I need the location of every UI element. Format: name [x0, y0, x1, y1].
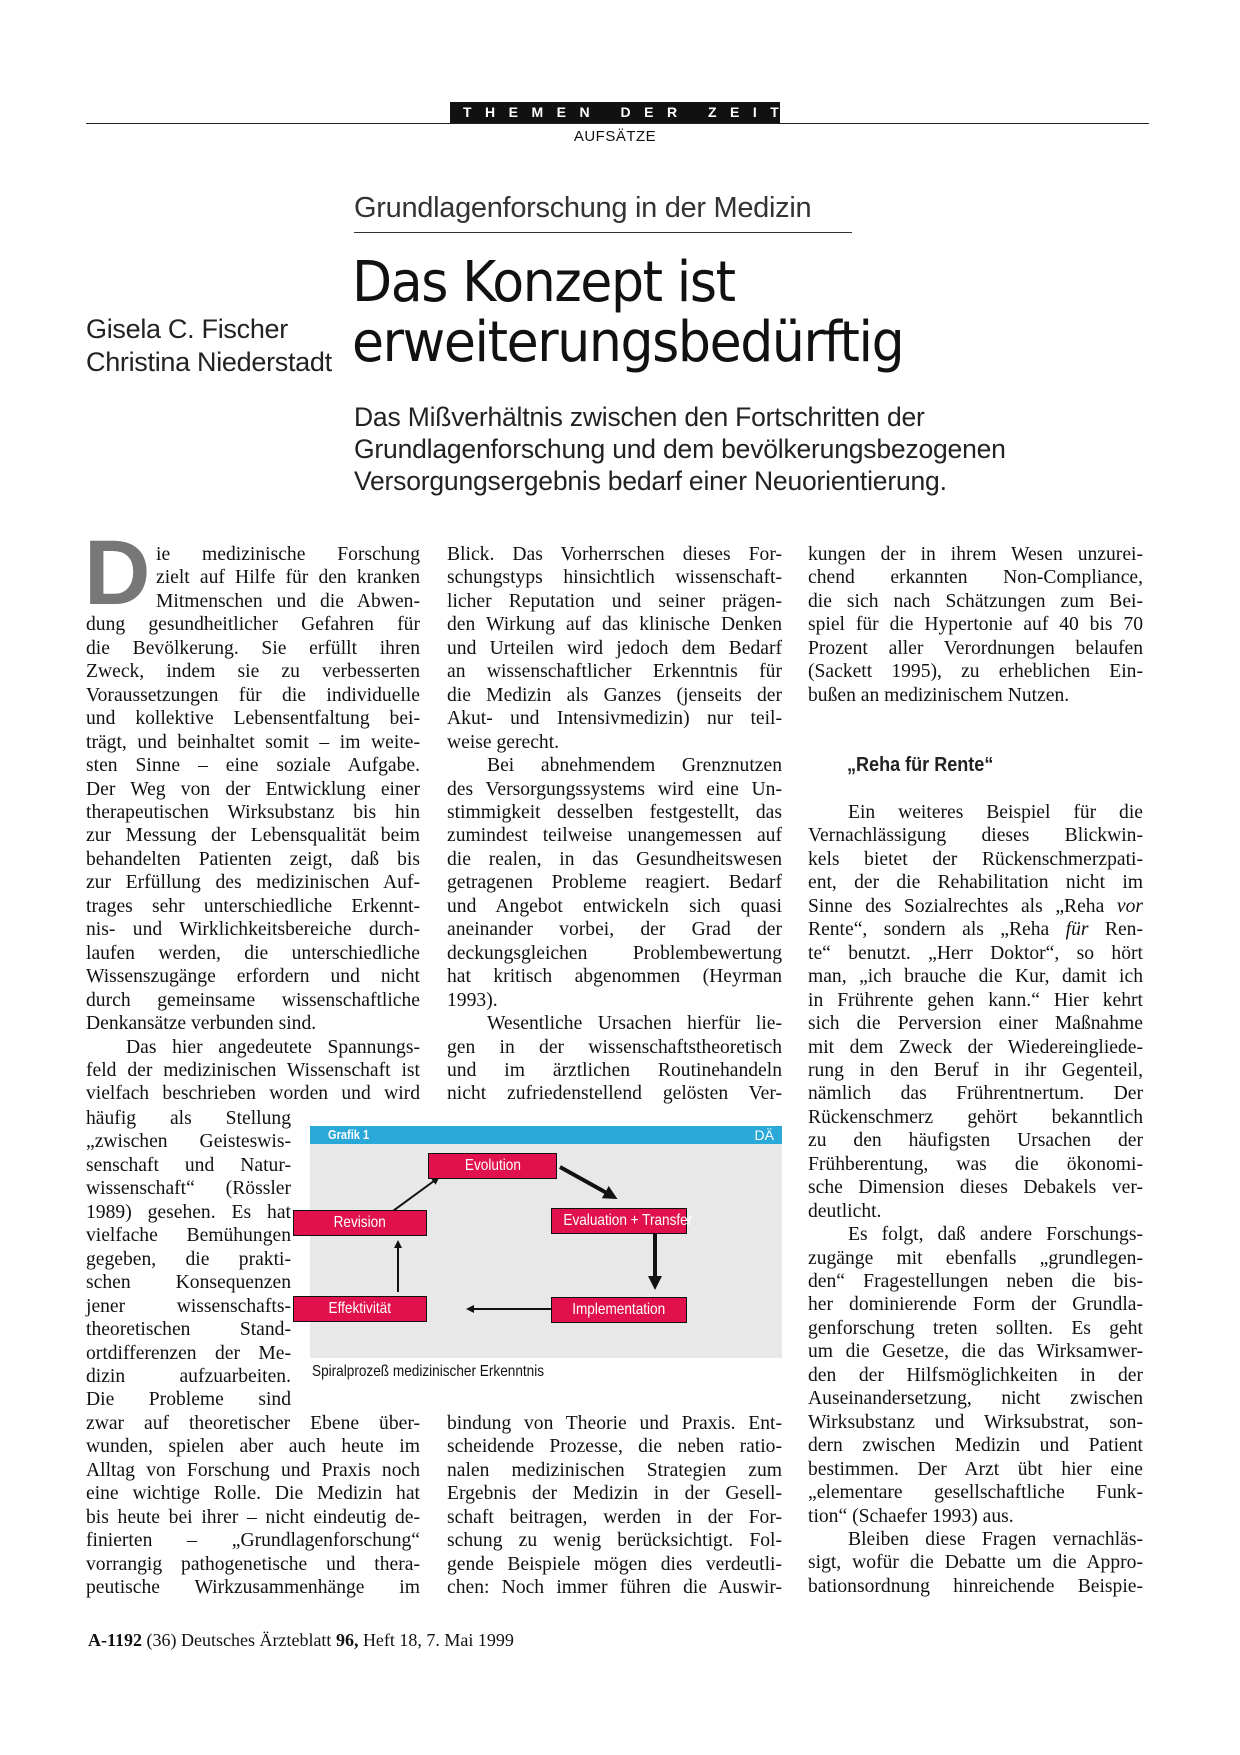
footer-issue: Heft 18, 7. Mai 1999: [358, 1630, 514, 1650]
text-line: ortdifferenzen der Me-: [86, 1342, 291, 1364]
drop-cap: D: [84, 522, 151, 624]
text-line: ie medizinische Forschung: [156, 544, 420, 565]
text-line: spiel für die Hypertonie auf 40 bis 70: [808, 614, 1143, 636]
text-line: Prozent aller Verordnungen belaufen: [808, 637, 1143, 659]
text-line: gende Beispiele mögen dies verdeutli-: [447, 1553, 782, 1575]
text-line: sigt, wofür die Debatte um die Appro-: [808, 1552, 1143, 1574]
text-line: Das hier angedeutete Spannungs-: [126, 1036, 420, 1058]
column-2: [447, 543, 782, 1106]
text-line: Denkansätze verbunden sind.: [86, 1013, 317, 1035]
node-effektivitaet: Effektivität: [293, 1296, 427, 1322]
text-line: an wissenschaftlicher Erkenntnis für: [447, 661, 782, 683]
text-line: Rückenschmerz gehört bekanntlich: [808, 1106, 1143, 1128]
text-line: rung in den Beruf in ihr Gegenteil,: [808, 1059, 1143, 1081]
text-line: jener wissenschafts-: [86, 1295, 291, 1317]
node-revision: Revision: [293, 1210, 427, 1236]
text-line: nalen medizinischen Strategien zum: [447, 1459, 782, 1481]
text-line: Frühberentung, was die ökonomi-: [808, 1153, 1143, 1175]
text-line: die Medizin als Ganzes (jenseits der: [447, 684, 782, 706]
text-run: Rente“, sondern als „Reha: [808, 919, 1066, 941]
column-2-bottom: [447, 1412, 782, 1600]
text-line: Zweck, indem sie zu verbesserten: [86, 661, 420, 683]
section-subtitle: AUFSÄTZE: [573, 128, 657, 145]
text-line: senschaft und Natur-: [86, 1154, 291, 1176]
text-line: zur Messung der Lebensqualität beim: [86, 825, 420, 847]
text-line: Wirksubstanz und Wirksubstrat, son-: [808, 1411, 1143, 1433]
text-line: dung gesundheitlicher Gefahren für: [86, 614, 420, 636]
arrow-evolution-evaluation: [560, 1167, 614, 1197]
text-line: Wissenszugänge erfordern und nicht: [86, 966, 420, 988]
author: Gisela C. Fischer: [86, 314, 288, 344]
text-line: zumindest teilweise unangemessen auf: [447, 825, 782, 847]
text-line: wunden, spielen aber auch heute im: [86, 1436, 420, 1458]
text-line: peutische Wirkzusammenhänge im: [86, 1577, 420, 1599]
article-title: [352, 250, 910, 375]
node-evolution: Evolution: [428, 1153, 557, 1179]
text-line: Es folgt, daß andere Forschungs-: [848, 1224, 1143, 1246]
text-line: Ergebnis der Medizin in der Gesell-: [447, 1483, 782, 1505]
text-line: (Sackett 1995), zu erheblichen Ein-: [808, 661, 1143, 683]
text-line: chen: Noch immer führen die Auswir-: [447, 1577, 782, 1599]
text-line: 1989) gesehen. Es hat: [86, 1201, 291, 1223]
text-line: behandelten Patienten zeigt, daß bis: [86, 848, 420, 870]
text-line: deckungsgleichen Problembewertung: [447, 942, 782, 964]
text-line: Bei abnehmendem Grenznutzen: [487, 755, 782, 777]
text-line: und kollektive Lebensentfaltung bei-: [86, 708, 420, 730]
text-line: te“ benutzt. „Herr Doktor“, so hört: [808, 942, 1143, 964]
text-line: und Angebot entwickeln sich quasi: [447, 895, 782, 917]
column-3: [808, 543, 1143, 1598]
text-run: Ren-: [1088, 919, 1143, 941]
column-1: [86, 543, 420, 1106]
text-line: feld der medizinischen Wissenschaft ist: [86, 1059, 420, 1081]
text-line: bußen an medizinischem Nutzen.: [808, 684, 1070, 706]
text-line: [808, 895, 1143, 918]
text-line: Die Probleme sind: [86, 1389, 291, 1411]
text-line: finierten – „Grundlagenforschung“: [86, 1530, 420, 1552]
text-line: durch gemeinsame wissenschaftliche: [86, 989, 420, 1011]
text-line: nis- und Wirklichkeitsbereiche durch-: [86, 919, 420, 941]
text-line: dern zwischen Medizin und Patient: [808, 1435, 1143, 1457]
title-line: erweiterungsbedürftig: [352, 310, 904, 375]
text-line: schung zu wenig berücksichtigt. Fol-: [447, 1530, 782, 1552]
section-heading: „Reha für Rente“: [847, 753, 994, 776]
text-line: 1993).: [447, 989, 498, 1011]
text-line: hat kritisch abgenommen (Heyrman: [447, 966, 782, 988]
text-line: bestimmen. Der Arzt übt hier eine: [808, 1458, 1143, 1480]
text-line: schaft beitragen, werden in der For-: [447, 1506, 782, 1528]
text-line: „zwischen Geisteswis-: [86, 1131, 291, 1153]
text-line: vorrangig pathogenetische und thera-: [86, 1553, 420, 1575]
authors: [86, 313, 332, 379]
figure-label: Grafik 1: [328, 1127, 370, 1142]
text-line: eine wichtige Rolle. Die Medizin hat: [86, 1483, 420, 1505]
text-line: Akut- und Intensivmedizin) nur teil-: [447, 708, 782, 730]
text-line: aneinander vorbei, der Grad der: [447, 919, 782, 941]
footer-publication: (36) Deutsches Ärzteblatt: [142, 1630, 336, 1650]
text-line: den der Hilfsmöglichkeiten in der: [808, 1364, 1143, 1386]
text-line: Ein weiteres Beispiel für die: [848, 801, 1143, 823]
text-line: laufen werden, die unterschiedliche: [86, 942, 420, 964]
text-line: zu den häufigsten Ursachen der: [808, 1130, 1143, 1152]
text-line: schen Konsequenzen: [86, 1272, 291, 1294]
column-1-narrow: [86, 1107, 291, 1412]
text-line: chend erkannten Non-Compliance,: [808, 567, 1143, 589]
text-line: sten Sinne – eine soziale Aufgabe.: [86, 755, 420, 777]
lede-line: Das Mißverhältnis zwischen den Fortschritten der: [354, 402, 925, 432]
node-evaluation-transfer: Evaluation + Transfer: [551, 1208, 687, 1234]
text-line: „elementare gesellschaftliche Funk-: [808, 1482, 1143, 1504]
text-line: bationsordnung hinreichende Beispie-: [808, 1575, 1143, 1597]
text-line: gen in der wissenschaftstheoretisch: [447, 1036, 782, 1058]
text-line: zugänge mit ebenfalls „grundlegen-: [808, 1247, 1143, 1269]
text-line: und im ärztlichen Routinehandeln: [447, 1059, 782, 1081]
text-line: des Versorgungssystems wird eine Un-: [447, 778, 782, 800]
text-line: man, „ich brauche die Kur, damit ich: [808, 966, 1143, 988]
section-banner: THEMEN DER ZEIT: [450, 102, 780, 123]
text-line: sich die Perversion einer Maßnahme: [808, 1013, 1143, 1035]
text-line: wissenschaft“ (Rössler: [86, 1178, 291, 1200]
text-line: Auseinandersetzung, nicht zwischen: [808, 1388, 1143, 1410]
text-line: Der Weg von der Entwicklung einer: [86, 778, 420, 800]
text-line: weise gerecht.: [447, 731, 560, 753]
text-line: deutlicht.: [808, 1200, 882, 1222]
text-line: vielfache Bemühungen: [86, 1225, 291, 1247]
emphasis: für: [1065, 919, 1089, 941]
node-implementation: Implementation: [551, 1297, 687, 1323]
figure-grafik-1: [310, 1126, 782, 1358]
figure-caption: Spiralprozeß medizinischer Erkenntnis: [312, 1363, 545, 1380]
text-line: therapeutischen Wirksubstanz bis hin: [86, 801, 420, 823]
text-line: schungstyps hinsichtlich wissenschaft-: [447, 567, 782, 589]
text-line: gegeben, die prakti-: [86, 1248, 291, 1270]
lede-line: Versorgungsergebnis bedarf einer Neuorientierung.: [354, 466, 947, 496]
text-line: und Urteilen wird jedoch dem Bedarf: [447, 637, 782, 659]
article-lede: [354, 401, 1074, 497]
text-line: den Wirkung auf das klinische Denken: [447, 614, 782, 636]
text-line: scheidende Prozesse, die neben ratio-: [447, 1436, 782, 1458]
text-line: licher Reputation und seiner prägen-: [447, 590, 782, 612]
text-line: nämlich das Frührentnertum. Der: [808, 1083, 1143, 1105]
text-line: Vernachlässigung dieses Blickwin-: [808, 825, 1143, 847]
text-line: her dominierende Form der Grundla-: [808, 1294, 1143, 1316]
text-line: zielt auf Hilfe für den kranken: [156, 567, 420, 589]
page-number: A-1192: [88, 1630, 142, 1650]
text-line: den“ Fragestellungen neben die bis-: [808, 1271, 1143, 1293]
text-line: kungen der in ihrem Wesen unzurei-: [808, 544, 1143, 565]
text-line: tion“ (Schaefer 1993) aus.: [808, 1505, 1014, 1527]
title-line: Das Konzept ist: [352, 250, 735, 315]
text-line: bis heute bei ihrer – nicht eindeutig de-: [86, 1506, 420, 1528]
kicker-rule: [354, 232, 852, 233]
emphasis: vor: [1116, 895, 1143, 917]
text-run: Sinne des Sozialrechtes als „Reha: [808, 895, 1117, 917]
header-rule: [86, 123, 1149, 124]
text-line: genforschung treten sollten. Es geht: [808, 1317, 1143, 1339]
text-line: ent, der die Rehabilitation nicht im: [808, 872, 1143, 894]
column-1-bottom: [86, 1412, 420, 1600]
text-line: Alltag von Forschung und Praxis noch: [86, 1459, 420, 1481]
text-line: mit dem Zweck der Wiedereingliede-: [808, 1036, 1143, 1058]
text-line: [808, 918, 1143, 941]
figure-brand: DÄ: [754, 1127, 774, 1143]
text-line: trages sehr unterschiedliche Erkennt-: [86, 895, 420, 917]
text-line: kels bietet der Rückenschmerzpati-: [808, 848, 1143, 870]
text-line: die Bevölkerung. Sie erfüllt ihren: [86, 637, 420, 659]
text-line: die realen, in das Gesundheitswesen: [447, 848, 782, 870]
text-line: bindung von Theorie und Praxis. Ent-: [447, 1413, 782, 1434]
text-line: vielfach beschrieben worden und wird: [86, 1083, 420, 1105]
text-line: stimmigkeit desselben festgestellt, das: [447, 801, 782, 823]
text-line: sche Dimension dieses Debakels ver-: [808, 1177, 1143, 1199]
article-kicker: Grundlagenforschung in der Medizin: [354, 192, 812, 224]
text-line: trägt, und beinhaltet somit – im weite-: [86, 731, 420, 753]
text-line: zwar auf theoretischer Ebene über-: [86, 1413, 420, 1434]
text-line: Wesentliche Ursachen hierfür lie-: [487, 1013, 782, 1035]
footer-volume: 96,: [335, 1630, 359, 1650]
text-line: häufig als Stellung: [86, 1108, 291, 1129]
text-line: Bleiben diese Fragen vernachläs-: [848, 1529, 1143, 1551]
text-line: um die Gesetze, die das Wirksamwer-: [808, 1341, 1143, 1363]
text-line: die sich nach Schätzungen zum Bei-: [808, 590, 1143, 612]
author: Christina Niederstadt: [86, 347, 332, 377]
text-line: nicht zufriedenstellend gelösten Ver-: [447, 1083, 782, 1105]
text-line: zur Erfüllung des medizinischen Auf-: [86, 872, 420, 894]
text-line: Mitmenschen und die Abwen-: [156, 590, 420, 612]
text-line: getragenen Probleme reagiert. Bedarf: [447, 872, 782, 894]
text-line: theoretischen Stand-: [86, 1319, 291, 1341]
text-line: Blick. Das Vorherrschen dieses For-: [447, 544, 782, 565]
text-line: dizin aufzuarbeiten.: [86, 1365, 291, 1387]
text-line: Voraussetzungen für die individuelle: [86, 684, 420, 706]
text-line: in Frührente gehen kann.“ Hier kehrt: [808, 989, 1143, 1011]
page-footer: [88, 1630, 514, 1651]
lede-line: Grundlagenforschung und dem bevölkerungsbezogenen: [354, 434, 1006, 464]
